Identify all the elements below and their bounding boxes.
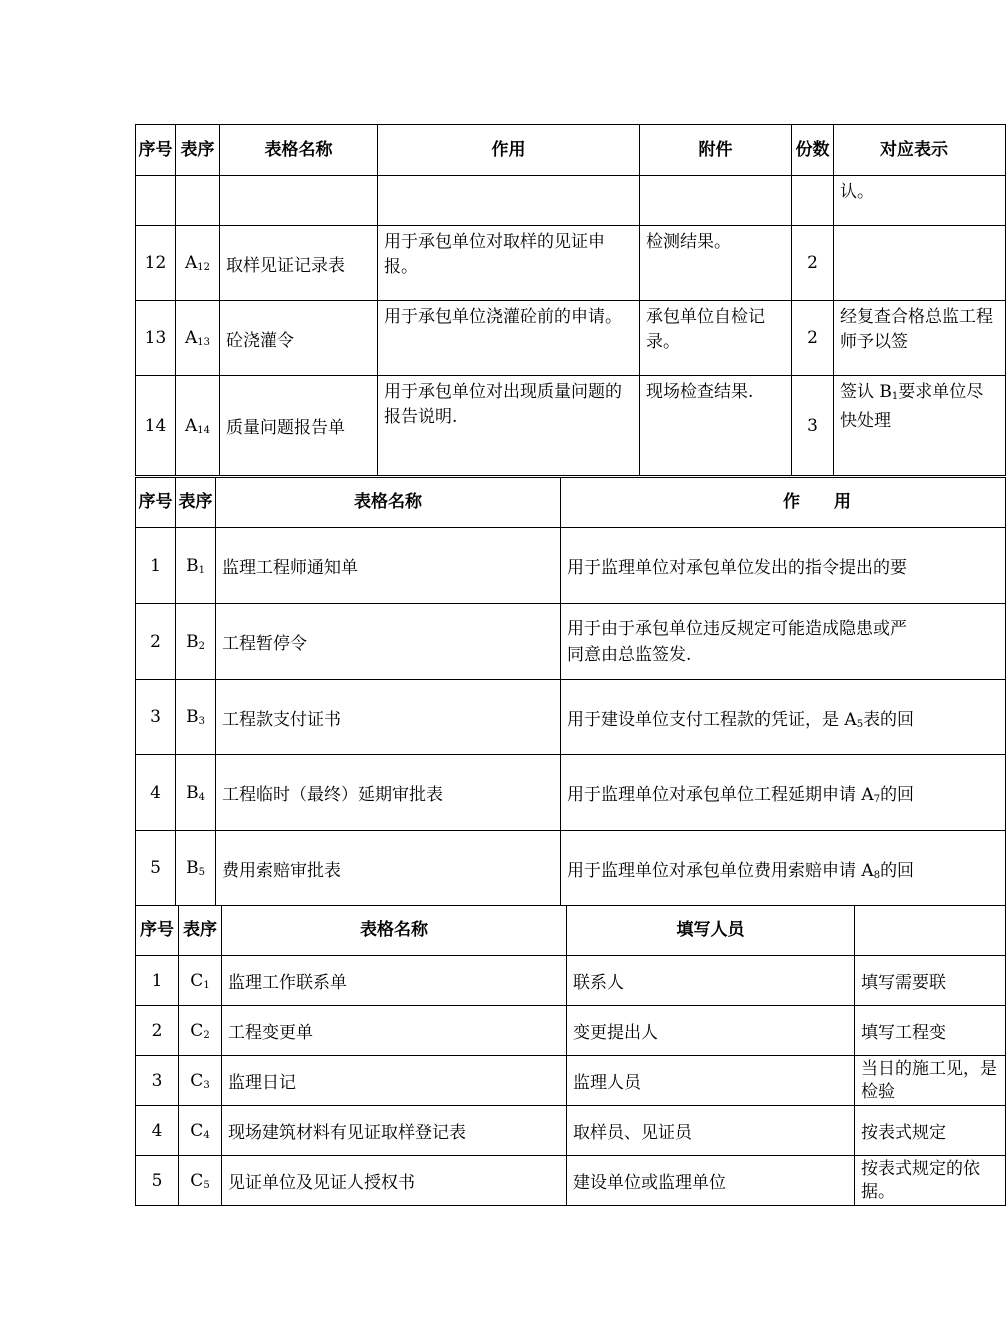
table-row bbox=[136, 604, 1006, 680]
header-serial: 序号 bbox=[136, 125, 176, 176]
table-a bbox=[135, 124, 1006, 476]
row-corresponding: 签认 $B_1$要求单位尽快处理 bbox=[834, 376, 1006, 476]
row-copies: 2 bbox=[792, 226, 834, 301]
row-serial: 4 bbox=[136, 1106, 179, 1156]
header-filler: 填写人员 bbox=[567, 906, 855, 956]
row-form-name: 工程暂停令 bbox=[216, 604, 561, 680]
row-copies: 2 bbox=[792, 301, 834, 376]
row-filler: 建设单位或监理单位 bbox=[567, 1156, 855, 1206]
row-serial: 4 bbox=[136, 755, 176, 831]
row-code: $C_4$ bbox=[179, 1106, 222, 1156]
row-attachment: 检测结果。 bbox=[640, 226, 792, 301]
header-serial: 序号 bbox=[136, 906, 179, 956]
table-row bbox=[136, 1056, 1006, 1106]
row-purpose: 用于由于承包单位违反规定可能造成隐患或严 同意由总监签发. bbox=[561, 604, 1006, 680]
header-notes bbox=[855, 906, 1006, 956]
row-serial: 12 bbox=[136, 226, 176, 301]
table-row bbox=[136, 528, 1006, 604]
table-row bbox=[136, 1006, 1006, 1056]
row-code: $B_2$ bbox=[176, 604, 216, 680]
row-note: 填写需要联 bbox=[855, 956, 1006, 1006]
table-row bbox=[136, 376, 1006, 476]
row-code: $C_2$ bbox=[179, 1006, 222, 1056]
row-purpose: 用于监理单位对承包单位发出的指令提出的要 bbox=[561, 528, 1006, 604]
row-code: $A_{13}$ bbox=[176, 301, 220, 376]
row-purpose: 用于承包单位对取样的见证申报。 bbox=[378, 226, 640, 301]
row-code: $B_5$ bbox=[176, 831, 216, 906]
row-code: $C_3$ bbox=[179, 1056, 222, 1106]
row-note: 按表式规定 bbox=[855, 1106, 1006, 1156]
table-row bbox=[136, 1106, 1006, 1156]
row-serial: 13 bbox=[136, 301, 176, 376]
row-note: 按表式规定的依据。 bbox=[855, 1156, 1006, 1206]
header-form-code: 表序 bbox=[176, 125, 220, 176]
row-purpose: 用于监理单位对承包单位工程延期申请 $A_7$的回 bbox=[561, 755, 1006, 831]
row-form-name: 见证单位及见证人授权书 bbox=[222, 1156, 567, 1206]
header-copies: 份数 bbox=[792, 125, 834, 176]
row-code: $B_4$ bbox=[176, 755, 216, 831]
continued-cell: 认。 bbox=[834, 176, 1006, 226]
row-attachment: 现场检查结果. bbox=[640, 376, 792, 476]
table-c-header-row bbox=[136, 906, 1006, 956]
row-corresponding: 经复查合格总监工程师予以签 bbox=[834, 301, 1006, 376]
table-a-header-row bbox=[136, 125, 1006, 176]
table-row bbox=[136, 755, 1006, 831]
row-form-name: 工程临时（最终）延期审批表 bbox=[216, 755, 561, 831]
row-filler: 取样员、见证员 bbox=[567, 1106, 855, 1156]
table-row bbox=[136, 956, 1006, 1006]
header-purpose: 作用 bbox=[378, 125, 640, 176]
row-attachment: 承包单位自检记录。 bbox=[640, 301, 792, 376]
row-code: $B_3$ bbox=[176, 680, 216, 755]
row-form-name: 现场建筑材料有见证取样登记表 bbox=[222, 1106, 567, 1156]
row-filler: 变更提出人 bbox=[567, 1006, 855, 1056]
row-serial: 2 bbox=[136, 1006, 179, 1056]
row-filler: 监理人员 bbox=[567, 1056, 855, 1106]
table-b bbox=[135, 477, 1006, 906]
row-serial: 2 bbox=[136, 604, 176, 680]
row-serial: 1 bbox=[136, 956, 179, 1006]
table-c bbox=[135, 905, 1006, 1206]
table-row bbox=[136, 680, 1006, 755]
row-form-name: 取样见证记录表 bbox=[220, 226, 378, 301]
header-corresponding: 对应表示 bbox=[834, 125, 1006, 176]
row-form-name: 监理工作联系单 bbox=[222, 956, 567, 1006]
row-serial: 3 bbox=[136, 1056, 179, 1106]
row-serial: 5 bbox=[136, 1156, 179, 1206]
row-note: 填写工程变 bbox=[855, 1006, 1006, 1056]
table-b-header-row bbox=[136, 478, 1006, 528]
header-form-code: 表序 bbox=[179, 906, 222, 956]
header-purpose: 作 用 bbox=[561, 478, 1006, 528]
row-code: $C_1$ bbox=[179, 956, 222, 1006]
header-form-name: 表格名称 bbox=[216, 478, 561, 528]
header-form-code: 表序 bbox=[176, 478, 216, 528]
table-row bbox=[136, 831, 1006, 906]
header-serial: 序号 bbox=[136, 478, 176, 528]
row-serial: 5 bbox=[136, 831, 176, 906]
row-code: $A_{14}$ bbox=[176, 376, 220, 476]
row-purpose: 用于监理单位对承包单位费用索赔申请 $A_8$的回 bbox=[561, 831, 1006, 906]
row-form-name: 费用索赔审批表 bbox=[216, 831, 561, 906]
row-note: 当日的施工见，是检验 bbox=[855, 1056, 1006, 1106]
header-form-name: 表格名称 bbox=[222, 906, 567, 956]
row-filler: 联系人 bbox=[567, 956, 855, 1006]
row-form-name: 砼浇灌令 bbox=[220, 301, 378, 376]
row-purpose: 用于承包单位浇灌砼前的申请。 bbox=[378, 301, 640, 376]
table-row bbox=[136, 226, 1006, 301]
row-purpose: 用于承包单位对出现质量问题的报告说明. bbox=[378, 376, 640, 476]
row-form-name: 监理日记 bbox=[222, 1056, 567, 1106]
header-attachment: 附件 bbox=[640, 125, 792, 176]
row-code: $C_5$ bbox=[179, 1156, 222, 1206]
row-code: $B_1$ bbox=[176, 528, 216, 604]
row-form-name: 工程款支付证书 bbox=[216, 680, 561, 755]
row-serial: 14 bbox=[136, 376, 176, 476]
row-form-name: 监理工程师通知单 bbox=[216, 528, 561, 604]
row-purpose: 用于建设单位支付工程款的凭证，是 $A_5$表的回 bbox=[561, 680, 1006, 755]
header-form-name: 表格名称 bbox=[220, 125, 378, 176]
table-row bbox=[136, 176, 1006, 226]
row-corresponding bbox=[834, 226, 1006, 301]
row-form-name: 工程变更单 bbox=[222, 1006, 567, 1056]
row-serial: 1 bbox=[136, 528, 176, 604]
row-form-name: 质量问题报告单 bbox=[220, 376, 378, 476]
row-serial: 3 bbox=[136, 680, 176, 755]
row-code: $A_{12}$ bbox=[176, 226, 220, 301]
table-row bbox=[136, 1156, 1006, 1206]
row-copies: 3 bbox=[792, 376, 834, 476]
table-row bbox=[136, 301, 1006, 376]
